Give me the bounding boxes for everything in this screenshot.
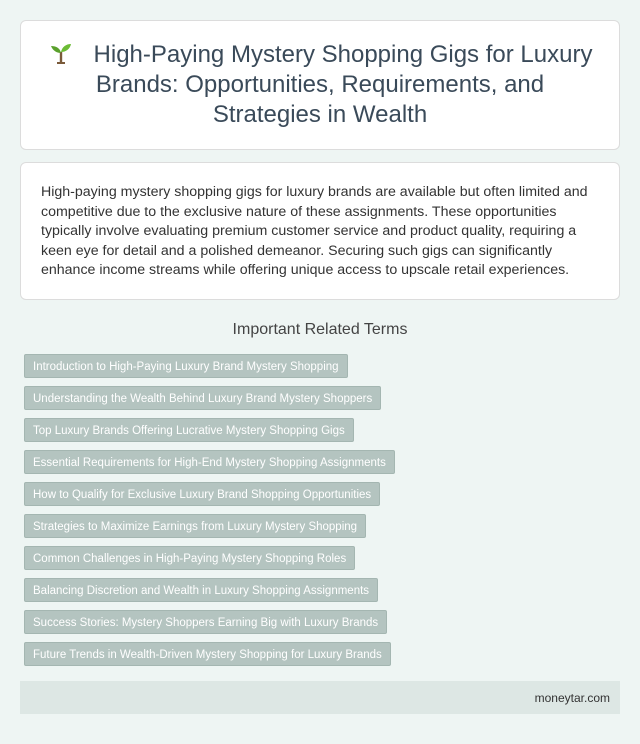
related-terms-heading: Important Related Terms	[232, 321, 408, 338]
title-card	[20, 20, 620, 150]
page-title-text: High-Paying Mystery Shopping Gigs for Luxury Brands: Opportunities, Requirements, and Strategies in Wealth	[93, 41, 593, 128]
related-term-link[interactable]: Balancing Discretion and Wealth in Luxury Shopping Assignments	[24, 578, 378, 602]
page-title	[39, 40, 601, 130]
related-term-link[interactable]: Top Luxury Brands Offering Lucrative Mystery Shopping Gigs	[24, 418, 354, 442]
related-term-link[interactable]: Introduction to High-Paying Luxury Brand Mystery Shopping	[24, 354, 348, 378]
footer	[20, 681, 620, 714]
related-term-link[interactable]: Understanding the Wealth Behind Luxury Brand Mystery Shoppers	[24, 386, 381, 410]
sprout-icon	[48, 42, 74, 64]
related-term-link[interactable]: Future Trends in Wealth-Driven Mystery Shopping for Luxury Brands	[24, 642, 391, 666]
related-terms-list	[24, 354, 395, 674]
related-term-link[interactable]: Success Stories: Mystery Shoppers Earning Big with Luxury Brands	[24, 610, 387, 634]
summary-card	[20, 162, 620, 300]
related-term-link[interactable]: How to Qualify for Exclusive Luxury Brand Shopping Opportunities	[24, 482, 380, 506]
footer-site-name: moneytar.com	[534, 690, 610, 705]
related-term-link[interactable]: Common Challenges in High-Paying Mystery Shopping Roles	[24, 546, 355, 570]
summary-text: High-paying mystery shopping gigs for luxury brands are available but often limited and competitive due to the exclusive nature of these assignments. These opportunities typically involve evaluating premium customer service and product quality, requiring a keen eye for detail and a polished demeanor. Securing such gigs can significantly enhance income streams while offering unique access to upscale retail experiences.	[41, 184, 588, 279]
related-term-link[interactable]: Strategies to Maximize Earnings from Luxury Mystery Shopping	[24, 514, 366, 538]
related-term-link[interactable]: Essential Requirements for High-End Mystery Shopping Assignments	[24, 450, 395, 474]
